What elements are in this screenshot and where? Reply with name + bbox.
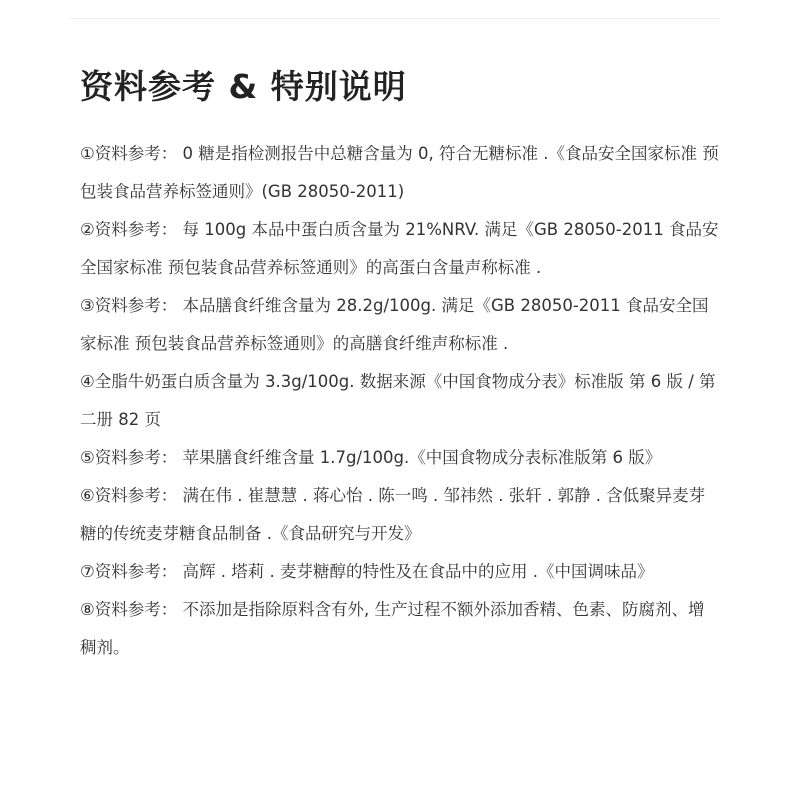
reference-item-6: ⑥资料参考： 满在伟 . 崔慧慧 . 蒋心怡 . 陈一鸣 . 邹祎然 . 张轩 . 郭静 . 含低聚异麦芽糖的传统麦芽糖食品制备 .《食品研究与开发》 [80,486,706,543]
reference-list [80,135,720,667]
reference-item-7: ⑦资料参考： 高辉 . 塔莉 . 麦芽糖醇的特性及在食品中的应用 .《中国调味品》 [80,562,654,581]
reference-item-3: ③资料参考： 本品膳食纤维含量为 28.2g/100g. 满足《GB 28050-2011 食品安全国家标准 预包装食品营养标签通则》的高膳食纤维声称标准 . [80,296,709,353]
page-title: 资料参考 & 特别说明 [80,67,407,106]
reference-item-2: ②资料参考： 每 100g 本品中蛋白质含量为 21%NRV. 满足《GB 28050-2011 食品安全国家标准 预包装食品营养标签通则》的高蛋白含量声称标准 . [80,220,719,277]
reference-item-1: ①资料参考： 0 糖是指检测报告中总糖含量为 0, 符合无糖标准 .《食品安全国家标准 预包装食品营养标签通则》(GB 28050-2011) [80,144,719,201]
reference-item-8: ⑧资料参考： 不添加是指除原料含有外, 生产过程不额外添加香精、色素、防腐剂、增稠剂。 [80,600,705,657]
top-divider [70,18,720,19]
reference-item-4: ④全脂牛奶蛋白质含量为 3.3g/100g. 数据来源《中国食物成分表》标准版 第 6 版 / 第二册 82 页 [80,372,716,429]
reference-item-5: ⑤资料参考： 苹果膳食纤维含量 1.7g/100g.《中国食物成分表标准版第 6 版》 [80,448,662,467]
